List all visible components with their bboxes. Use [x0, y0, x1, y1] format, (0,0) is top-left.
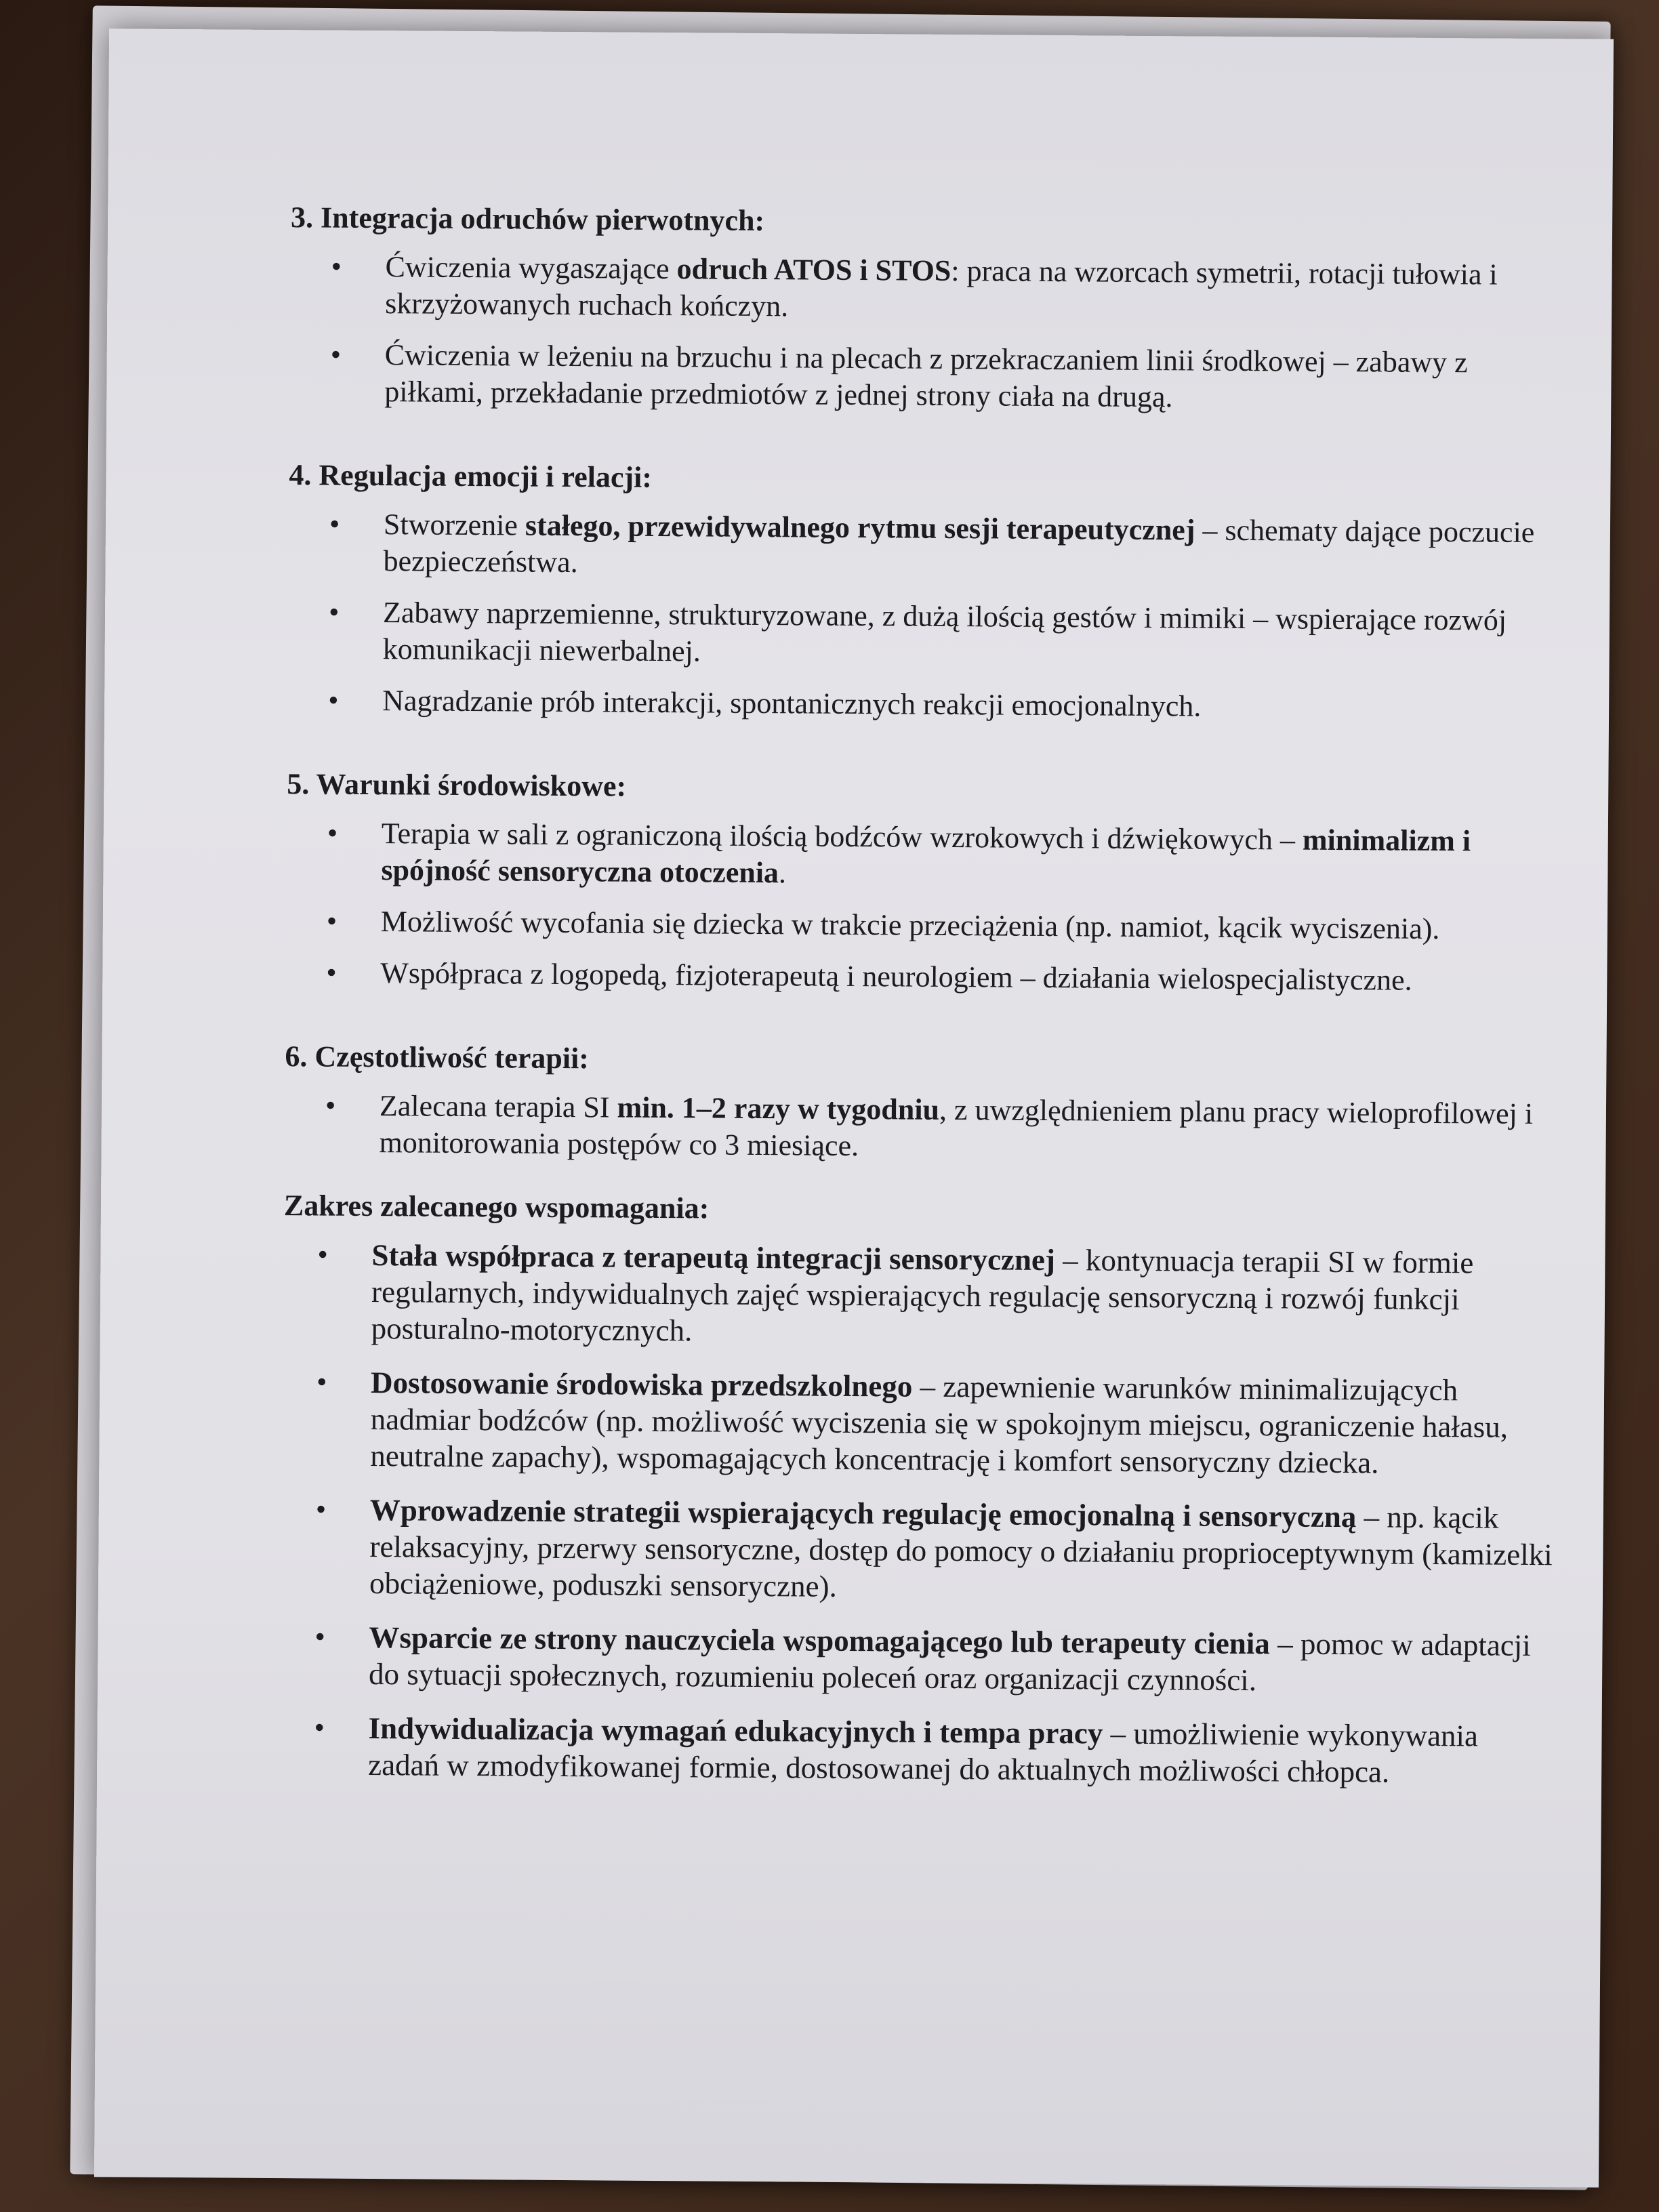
list-item: • Wsparcie ze strony nauczyciela wspomagającego lub terapeuty cienia – pomoc w adaptacji do sytuacji społecznych, rozumieniu poleceń oraz organizacji czynności.	[369, 1619, 1555, 1700]
list-item: • Zabawy naprzemienne, strukturyzowane, z dużą ilością gestów i mimiki – wspierające rozwój komunikacji niewerbalnej.	[383, 594, 1563, 676]
section-heading: 6. Częstotliwość terapii:	[285, 1040, 590, 1076]
list-item: • Możliwość wycofania się dziecka w trakcie przeciążenia (np. namiot, kącik wyciszenia).	[381, 903, 1560, 948]
bullet-list	[287, 506, 1563, 727]
list-item: • Zalecana terapia SI min. 1–2 razy w tygodniu, z uwzględnieniem planu pracy wieloprofilowej i monitorowania postępów co 3 miesiące.	[379, 1088, 1559, 1169]
section-4	[287, 457, 1563, 727]
list-item: • Dostosowanie środowiska przedszkolnego – zapewnienie warunków minimalizujących nadmiar bodźców (np. możliwość wyciszenia się w spokojnym miejscu, ograniczenie hałasu, neutralne zapachy), wspomagających koncentrację i komfort sensoryczny dziecka.	[370, 1364, 1557, 1482]
bullet-list	[284, 1087, 1559, 1169]
list-item: • Współpraca z logopedą, fizjoterapeutą i neurologiem – działania wielospecjalistyczne.	[380, 955, 1559, 1000]
section-heading: Zakres zalecanego wspomagania:	[283, 1189, 710, 1225]
document-content	[280, 199, 1565, 1839]
list-item: • Ćwiczenia wygaszające odruch ATOS i STOS: praca na wzorcach symetrii, rotacji tułowia i skrzyżowanych ruchach kończyn.	[385, 249, 1565, 330]
list-item: • Nagradzanie prób interakcji, spontanicznych reakcji emocjonalnych.	[382, 682, 1561, 727]
list-item: • Stworzenie stałego, przewidywalnego rytmu sesji terapeutycznej – schematy dające poczucie bezpieczeństwa.	[383, 506, 1563, 588]
list-item: • Terapia w sali z ograniczoną ilością bodźców wzrokowych i dźwiękowych – minimalizm i spójność sensoryczna otoczenia.	[381, 815, 1561, 897]
section-6	[284, 1038, 1559, 1169]
section-heading: 5. Warunki środowiskowe:	[287, 767, 627, 803]
bullet-list	[289, 248, 1565, 418]
bullet-list	[280, 1236, 1558, 1791]
section-heading: 4. Regulacja emocji i relacji:	[289, 458, 653, 494]
document-page	[94, 28, 1614, 2187]
section-zakres	[280, 1187, 1558, 1791]
bullet-list	[285, 815, 1561, 1000]
list-item: • Ćwiczenia w leżeniu na brzuchu i na plecach z przekraczaniem linii środkowej – zabawy z piłkami, przekładanie przedmiotów z jednej strony ciała na drugą.	[384, 337, 1564, 418]
section-5	[285, 766, 1561, 1000]
list-item: • Indywidualizacja wymagań edukacyjnych i tempa pracy – umożliwienie wykonywania zadań w zmodyfikowanej formie, dostosowanej do aktualnych możliwości chłopca.	[368, 1710, 1555, 1791]
section-heading: 3. Integracja odruchów pierwotnych:	[290, 201, 765, 238]
list-item: • Stała współpraca z terapeutą integracji sensorycznej – kontynuacja terapii SI w formie regularnych, indywidualnych zajęć wspierających regulację sensoryczną i rozwój funkcji posturalno-motorycznych.	[371, 1237, 1558, 1355]
list-item: • Wprowadzenie strategii wspierających regulację emocjonalną i sensoryczną – np. kącik relaksacyjny, przerwy sensoryczne, dostęp do pomocy o działaniu proprioceptywnym (kamizelki obciążeniowe, poduszki sensoryczne).	[369, 1492, 1556, 1610]
section-3	[289, 199, 1565, 418]
